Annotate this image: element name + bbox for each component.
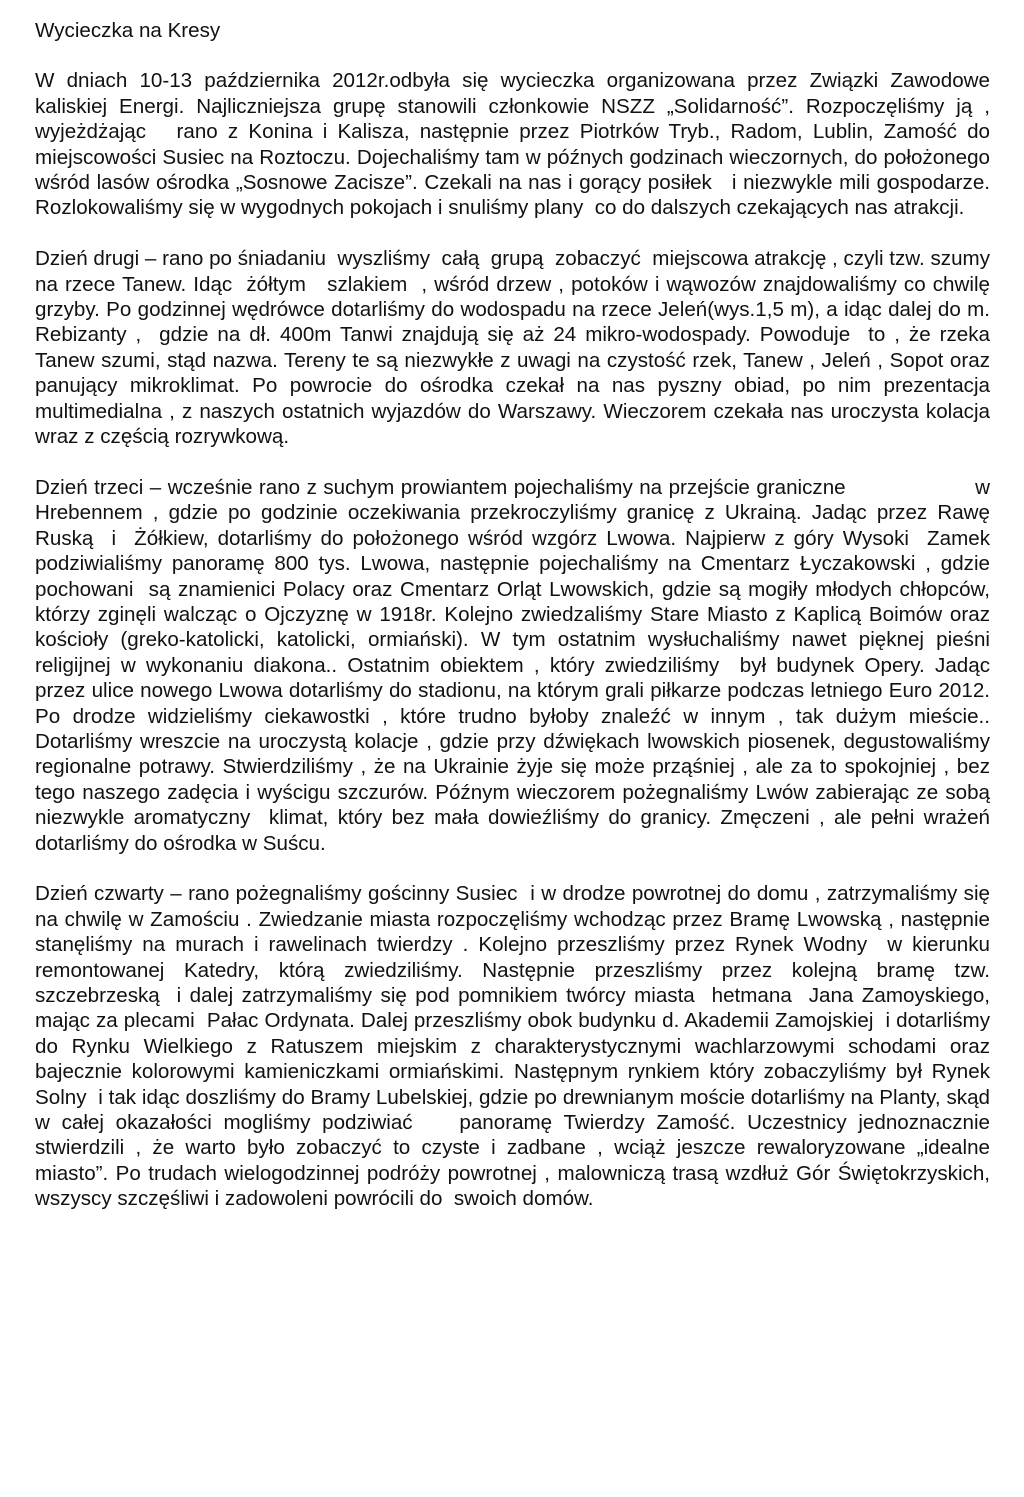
document-title: Wycieczka na Kresy: [35, 19, 221, 42]
document-page: [35, 18, 1002, 1212]
paragraph-day-four: Dzień czwarty – rano pożegnaliśmy gościnny Susiec i w drodze powrotnej do domu , zatrzymaliśmy się na chwilę w Zamościu . Zwiedzanie miasta rozpoczęliśmy wchodząc przez Bramę Lwowską , następnie stanęliśmy na murach i rawelinach twierdzy . Kolejno przeszliśmy przez Rynek Wodny w kierunku remontowanej Katedry, którą zwiedziliśmy. Następnie przeszliśmy przez kolejną bramę tzw. szczebrzeską i dalej zatrzymaliśmy się pod pomnikiem twórcy miasta hetmana Jana Zamoyskiego, mając za plecami Pałac Ordynata. Dalej przeszliśmy obok budynku d. Akademii Zamojskiej i dotarliśmy do Rynku Wielkiego z Ratuszem miejskim z charakterystycznymi wachlarzowymi schodami oraz bajecznie kolorowymi kamieniczkami ormiańskimi. Następnym rynkiem który zobaczyliśmy był Rynek Solny i tak idąc doszliśmy do Bramy Lubelskiej, gdzie po drewnianym moście dotarliśmy na Planty, skąd w całej okazałości mogliśmy podziwiać panoramę Twierdzy Zamość. Uczestnicy jednoznacznie stwierdzili , że warto było zobaczyć to czyste i zadbane , wciąż jeszcze rewaloryzowane „idealne miasto”. Po trudach wielogodzinnej podróży powrotnej , malowniczą trasą wzdłuż Gór Świętokrzyskich, wszyscy szczęśliwi i zadowoleni powrócili do swoich domów.: [35, 882, 996, 1211]
paragraph-day-two: Dzień drugi – rano po śniadaniu wyszliśmy całą grupą zobaczyć miejscowa atrakcję , czyli tzw. szumy na rzece Tanew. Idąc żółtym szlakiem , wśród drzew , potoków i wąwozów znajdowaliśmy co chwilę grzyby. Po godzinnej wędrówce dotarliśmy do wodospadu na rzece Jeleń(wys.1,5 m), a idąc dalej do m. Rebizanty , gdzie na dł. 400m Tanwi znajdują się aż 24 mikro-wodospady. Powoduje to , że rzeka Tanew szumi, stąd nazwa. Tereny te są niezwykłe z uwagi na czystość rzek, Tanew , Jeleń , Sopot oraz panujący mikroklimat. Po powrocie do ośrodka czekał na nas pyszny obiad, po nim prezentacja multimedialna , z naszych ostatnich wyjazdów do Warszawy. Wieczorem czekała nas uroczysta kolacja wraz z częścią rozrywkową.: [35, 247, 996, 449]
paragraph-day-three: Dzień trzeci – wcześnie rano z suchym prowiantem pojechaliśmy na przejście graniczne w Hrebennem , gdzie po godzinie oczekiwania przekroczyliśmy granicę z Ukrainą. Jadąc przez Rawę Ruską i Żółkiew, dotarliśmy do położonego wśród wzgórz Lwowa. Najpierw z góry Wysoki Zamek podziwialiśmy panoramę 800 tys. Lwowa, następnie pojechaliśmy na Cmentarz Łyczakowski , gdzie pochowani są znamienici Polacy oraz Cmentarz Orląt Lwowskich, gdzie są mogiły młodych chłopców, którzy zginęli walcząc o Ojczyznę w 1918r. Kolejno zwiedzaliśmy Stare Miasto z Kaplicą Boimów oraz kościoły (greko-katolicki, katolicki, ormiański). W tym ostatnim wysłuchaliśmy nawet pięknej pieśni religijnej w wykonaniu diakona.. Ostatnim obiektem , który zwiedziliśmy był budynek Opery. Jadąc przez ulice nowego Lwowa dotarliśmy do stadionu, na którym grali piłkarze podczas letniego Euro 2012. Po drodze widzieliśmy ciekawostki , które trudno byłoby znaleźć w innym , tak dużym mieście.. Dotarliśmy wreszcie na uroczystą kolacje , gdzie przy dźwiękach lwowskich piosenek, degustowaliśmy regionalne potrawy. Stwierdziliśmy , że na Ukrainie żyje się może prząśniej , ale za to spokojniej , bez tego naszego zadęcia i wyścigu szczurów. Późnym wieczorem pożegnaliśmy Lwów zabierając ze sobą niezwykle aromatyczny klimat, który bez mała dowieźliśmy do granicy. Zmęczeni , ale pełni wrażeń dotarliśmy do ośrodka w Suścu.: [35, 475, 1002, 855]
paragraph-day-one: W dniach 10-13 października 2012r.odbyła się wycieczka organizowana przez Związki Zawodowe kaliskiej Energi. Najliczniejsza grupę stanowili członkowie NSZZ „Solidarność”. Rozpoczęliśmy ją , wyjeżdżając rano z Konina i Kalisza, następnie przez Piotrków Tryb., Radom, Lublin, Zamość do miejscowości Susiec na Roztoczu. Dojechaliśmy tam w późnych godzinach wieczornych, do położonego wśród lasów ośrodka „Sosnowe Zacisze”. Czekali na nas i gorący posiłek i niezwykle mili gospodarze. Rozlokowaliśmy się w wygodnych pokojach i snuliśmy plany co do dalszych czekających nas atrakcji.: [35, 69, 996, 220]
